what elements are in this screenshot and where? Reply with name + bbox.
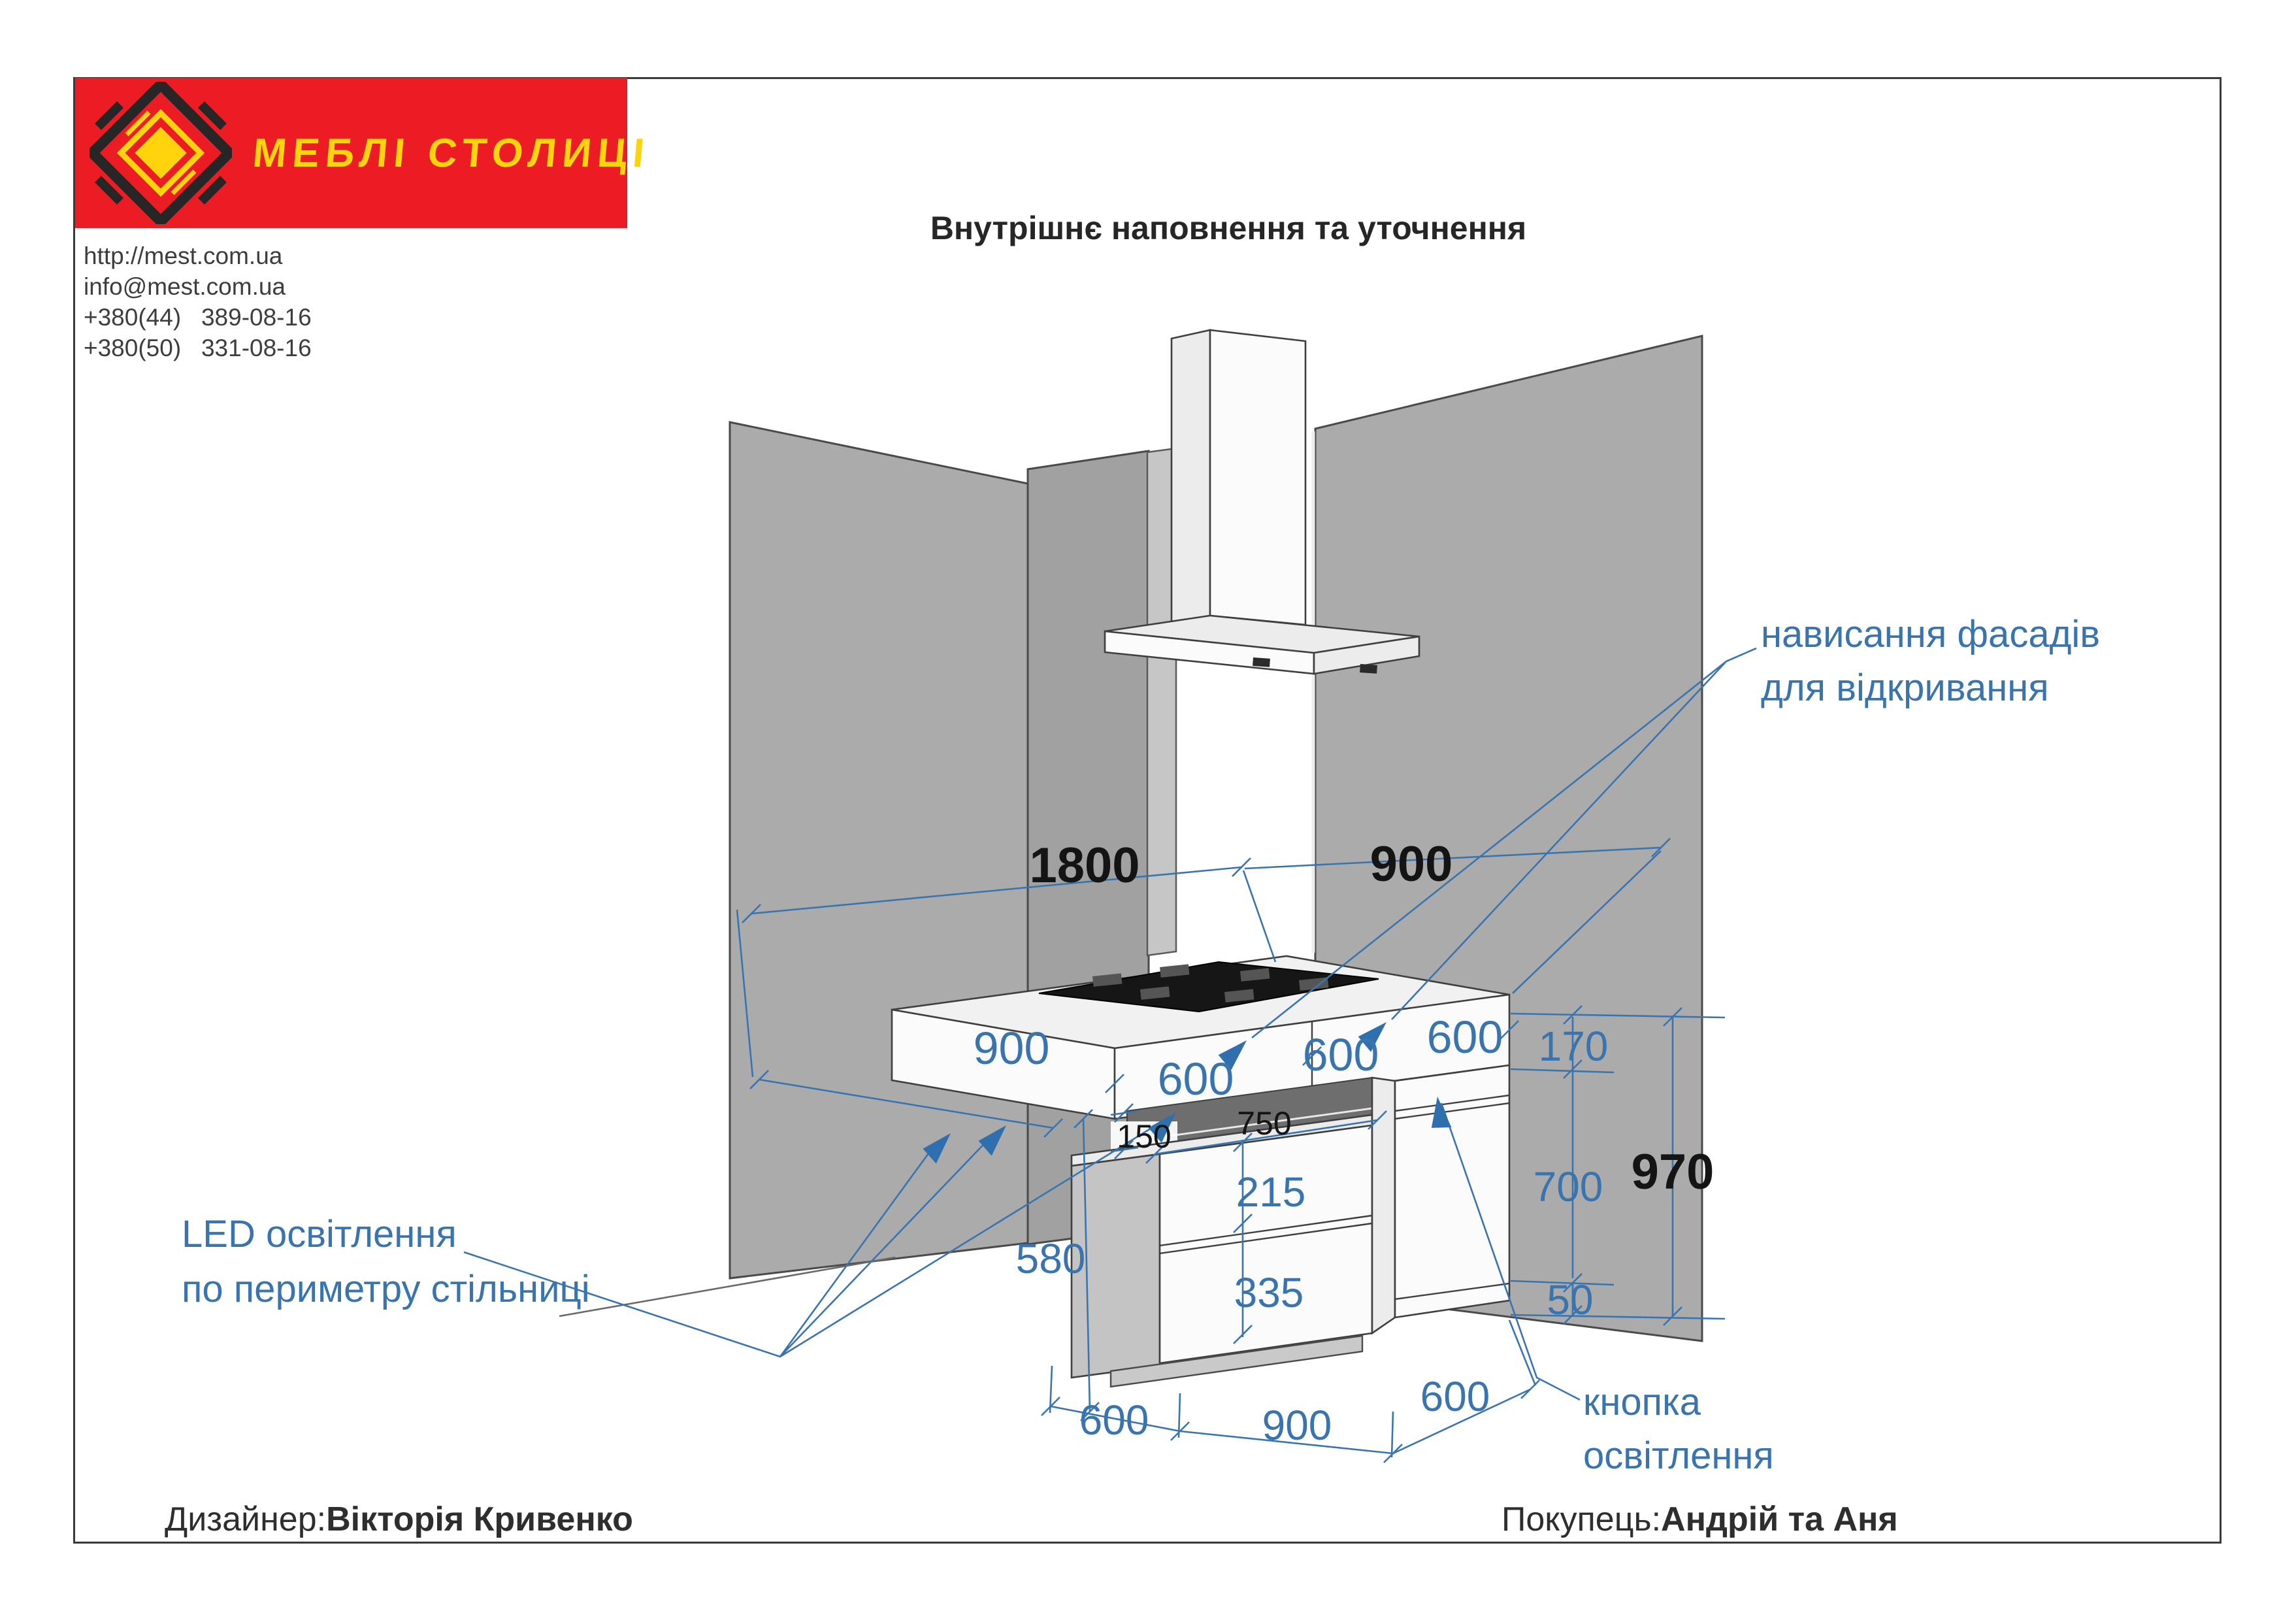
note-light-button-1: кнопка: [1583, 1381, 1701, 1423]
page-title: Внутрішнє наповнення та уточнення: [930, 210, 1527, 246]
customer-field: [1501, 1500, 1898, 1539]
customer-label: Покупець:: [1501, 1500, 1662, 1538]
hood-lamp-icon: [1360, 664, 1377, 674]
customer-name: Андрій та Аня: [1661, 1500, 1898, 1538]
note-light-button-2: освітлення: [1583, 1434, 1774, 1477]
dim-base-right: 600: [1420, 1373, 1490, 1420]
dim-plinth-height: 50: [1547, 1276, 1594, 1323]
designer-label: Дизайнер:: [165, 1500, 327, 1538]
dim-base-cabinet-height: 580: [1015, 1235, 1086, 1282]
contact-phone-1: +380(44) 389-08-16: [84, 304, 312, 331]
designer-field: [165, 1500, 633, 1539]
contact-email: info@mest.com.ua: [84, 273, 286, 300]
dim-base-front: 900: [1262, 1402, 1332, 1449]
dim-facade-3: 600: [1426, 1012, 1503, 1063]
dim-island-length: 1800: [1029, 838, 1140, 893]
designer-name: Вікторія Кривенко: [326, 1500, 633, 1538]
dim-right-total-height: 970: [1631, 1144, 1714, 1200]
note-led-1: LED освітлення: [182, 1213, 457, 1255]
hood-lamp-icon: [1253, 657, 1270, 667]
dim-drawer-2: 335: [1234, 1269, 1304, 1316]
note-led-2: по периметру стільниці: [182, 1268, 590, 1310]
contact-website: http://mest.com.ua: [84, 242, 283, 269]
dim-top-drawer-height: 170: [1538, 1023, 1609, 1070]
dim-facade-2: 600: [1302, 1029, 1379, 1080]
floor-edge: [559, 1257, 895, 1316]
contact-phone-2: +380(50) 331-08-16: [84, 335, 312, 361]
hood-chimney-front: [1210, 330, 1305, 625]
dim-facade-1: 600: [1157, 1053, 1234, 1104]
dim-base-left: 600: [1079, 1397, 1149, 1444]
note-facade-overhang-1: нависання фасадів: [1761, 613, 2101, 655]
dim-niche-height: 150: [1117, 1118, 1172, 1155]
dim-niche-width: 750: [1237, 1105, 1292, 1142]
brand-name: МЕБЛІ СТОЛИЦІ: [250, 131, 652, 176]
left-wall: [730, 422, 1028, 1278]
dim-drawer-1: 215: [1236, 1168, 1306, 1216]
dim-counter-left-depth: 900: [973, 1023, 1050, 1074]
note-facade-overhang-2: для відкривання: [1761, 667, 2049, 709]
tall-cabinet-side: [1372, 1078, 1395, 1333]
base-cabinet-front: [1160, 1125, 1372, 1363]
hood-chimney-side: [1172, 330, 1210, 622]
dim-island-depth: 900: [1369, 836, 1453, 892]
dim-door-height: 700: [1533, 1163, 1603, 1210]
